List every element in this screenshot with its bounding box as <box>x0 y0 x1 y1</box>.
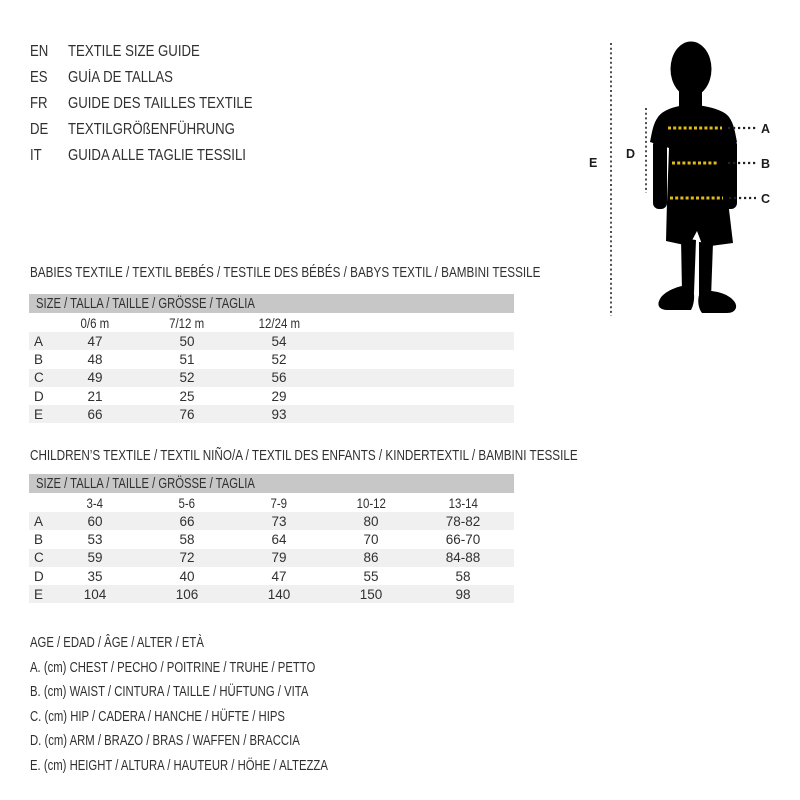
table-cell: 80 <box>363 513 379 529</box>
table-cell: 70 <box>363 531 379 547</box>
lang-row-de <box>30 117 285 143</box>
legend-hip: C. (cm) HIP / CADERA / HANCHE / HÜFTE / HIPS <box>30 708 285 725</box>
table-cell: 104 <box>83 586 107 602</box>
lang-code: IT <box>30 147 42 164</box>
table-cell: 72 <box>179 550 195 566</box>
legend-chest: A. (cm) CHEST / PECHO / POITRINE / TRUHE / PETTO <box>30 659 316 676</box>
table-cell: 59 <box>87 550 103 566</box>
table-cell: 25 <box>179 388 195 404</box>
table-row <box>29 549 514 567</box>
table-cell: 76 <box>179 406 195 422</box>
table-cell: 106 <box>175 586 199 602</box>
table-cell: 66-70 <box>445 531 481 547</box>
label-height: E <box>589 156 598 170</box>
legend-arm: D. (cm) ARM / BRAZO / BRAS / WAFFEN / BRACCIA <box>30 733 300 750</box>
size-header-bar: SIZE / TALLA / TAILLE / GRÖSSE / TAGLIA <box>29 474 514 493</box>
table-row <box>29 585 514 603</box>
table-cell: 58 <box>179 531 195 547</box>
babies-section-title: BABIES TEXTILE / TEXTIL BEBÉS / TESTILE DES BÉBÉS / BABYS TEXTIL / BAMBINI TESSILE <box>30 264 541 281</box>
table-row <box>29 350 514 368</box>
column-header: 5-6 <box>178 495 196 511</box>
row-label: C <box>34 370 44 386</box>
table-cell: 51 <box>179 351 195 367</box>
children-section-title: CHILDREN’S TEXTILE / TEXTIL NIÑO/A / TEXTIL DES ENFANTS / KINDERTEXTIL / BAMBINI TESSILE <box>30 447 578 464</box>
table-cell: 140 <box>267 586 291 602</box>
table-cell: 47 <box>271 568 287 584</box>
measurement-legend <box>30 631 412 779</box>
table-cell: 98 <box>455 586 471 602</box>
lang-title: GUIDE DES TAILLES TEXTILE <box>68 95 253 112</box>
label-hip: C <box>761 192 771 206</box>
table-row <box>29 567 514 585</box>
table-cell: 56 <box>271 370 287 386</box>
lang-row-it <box>30 143 285 169</box>
row-label: B <box>34 531 44 547</box>
table-row <box>29 369 514 387</box>
legend-waist: B. (cm) WAIST / CINTURA / TAILLE / HÜFTUNG / VITA <box>30 684 309 701</box>
lang-row-fr <box>30 91 285 117</box>
table-cell: 60 <box>87 513 103 529</box>
babies-column-header-row <box>29 314 514 332</box>
legend-age: AGE / EDAD / ÂGE / ALTER / ETÀ <box>30 635 204 651</box>
column-header: 12/24 m <box>258 315 300 331</box>
lang-row-en <box>30 39 285 65</box>
lang-row-es <box>30 65 285 91</box>
table-cell: 47 <box>87 333 103 349</box>
lang-code: ES <box>30 69 48 86</box>
label-arm: D <box>626 147 636 161</box>
lang-code: FR <box>30 95 48 112</box>
table-cell: 150 <box>359 586 383 602</box>
row-label: A <box>34 333 44 349</box>
lang-title: GUIDA ALLE TAGLIE TESSILI <box>68 147 246 164</box>
children-size-table <box>29 474 514 603</box>
column-header: 7/12 m <box>169 315 205 331</box>
table-row <box>29 332 514 350</box>
row-label: E <box>34 406 44 422</box>
lang-code: DE <box>30 121 49 138</box>
table-cell: 21 <box>87 388 103 404</box>
column-header: 10-12 <box>356 495 386 511</box>
children-column-header-row <box>29 494 514 512</box>
column-header: 13-14 <box>448 495 478 511</box>
lang-title: TEXTILE SIZE GUIDE <box>68 43 200 60</box>
table-cell: 55 <box>363 568 379 584</box>
table-cell: 86 <box>363 550 379 566</box>
table-cell: 29 <box>271 388 287 404</box>
row-label: B <box>34 351 44 367</box>
lang-title: TEXTILGRÖßENFÜHRUNG <box>68 121 235 138</box>
table-cell: 35 <box>87 568 103 584</box>
language-title-list <box>30 39 285 169</box>
size-header-bar: SIZE / TALLA / TAILLE / GRÖSSE / TAGLIA <box>29 294 514 313</box>
table-cell: 52 <box>179 370 195 386</box>
row-label: D <box>34 568 44 584</box>
table-cell: 58 <box>455 568 471 584</box>
babies-size-table <box>29 294 514 423</box>
row-label: A <box>34 513 44 529</box>
table-cell: 79 <box>271 550 287 566</box>
column-header: 3-4 <box>86 495 104 511</box>
table-cell: 49 <box>87 370 103 386</box>
row-label: C <box>34 550 44 566</box>
lang-code: EN <box>30 43 49 60</box>
table-cell: 64 <box>271 531 287 547</box>
table-cell: 52 <box>271 351 287 367</box>
table-cell: 48 <box>87 351 103 367</box>
table-cell: 73 <box>271 513 287 529</box>
lang-title: GUÍA DE TALLAS <box>68 69 173 86</box>
table-row <box>29 387 514 405</box>
table-cell: 50 <box>179 333 195 349</box>
table-cell: 40 <box>179 568 195 584</box>
table-cell: 66 <box>179 513 195 529</box>
column-header: 7-9 <box>270 495 288 511</box>
label-chest: A <box>761 122 771 136</box>
legend-height: E. (cm) HEIGHT / ALTURA / HAUTEUR / HÖHE / ALTEZZA <box>30 757 328 774</box>
children-table <box>29 494 514 603</box>
row-label: D <box>34 388 44 404</box>
table-cell: 54 <box>271 333 287 349</box>
row-label: E <box>34 586 44 602</box>
column-header: 0/6 m <box>80 315 110 331</box>
table-cell: 66 <box>87 406 103 422</box>
table-cell: 93 <box>271 406 287 422</box>
babies-table <box>29 314 514 423</box>
table-row <box>29 405 514 423</box>
table-row <box>29 530 514 548</box>
table-cell: 53 <box>87 531 103 547</box>
label-waist: B <box>761 157 771 171</box>
table-cell: 84-88 <box>445 550 481 566</box>
table-row <box>29 512 514 530</box>
table-cell: 78-82 <box>445 513 481 529</box>
